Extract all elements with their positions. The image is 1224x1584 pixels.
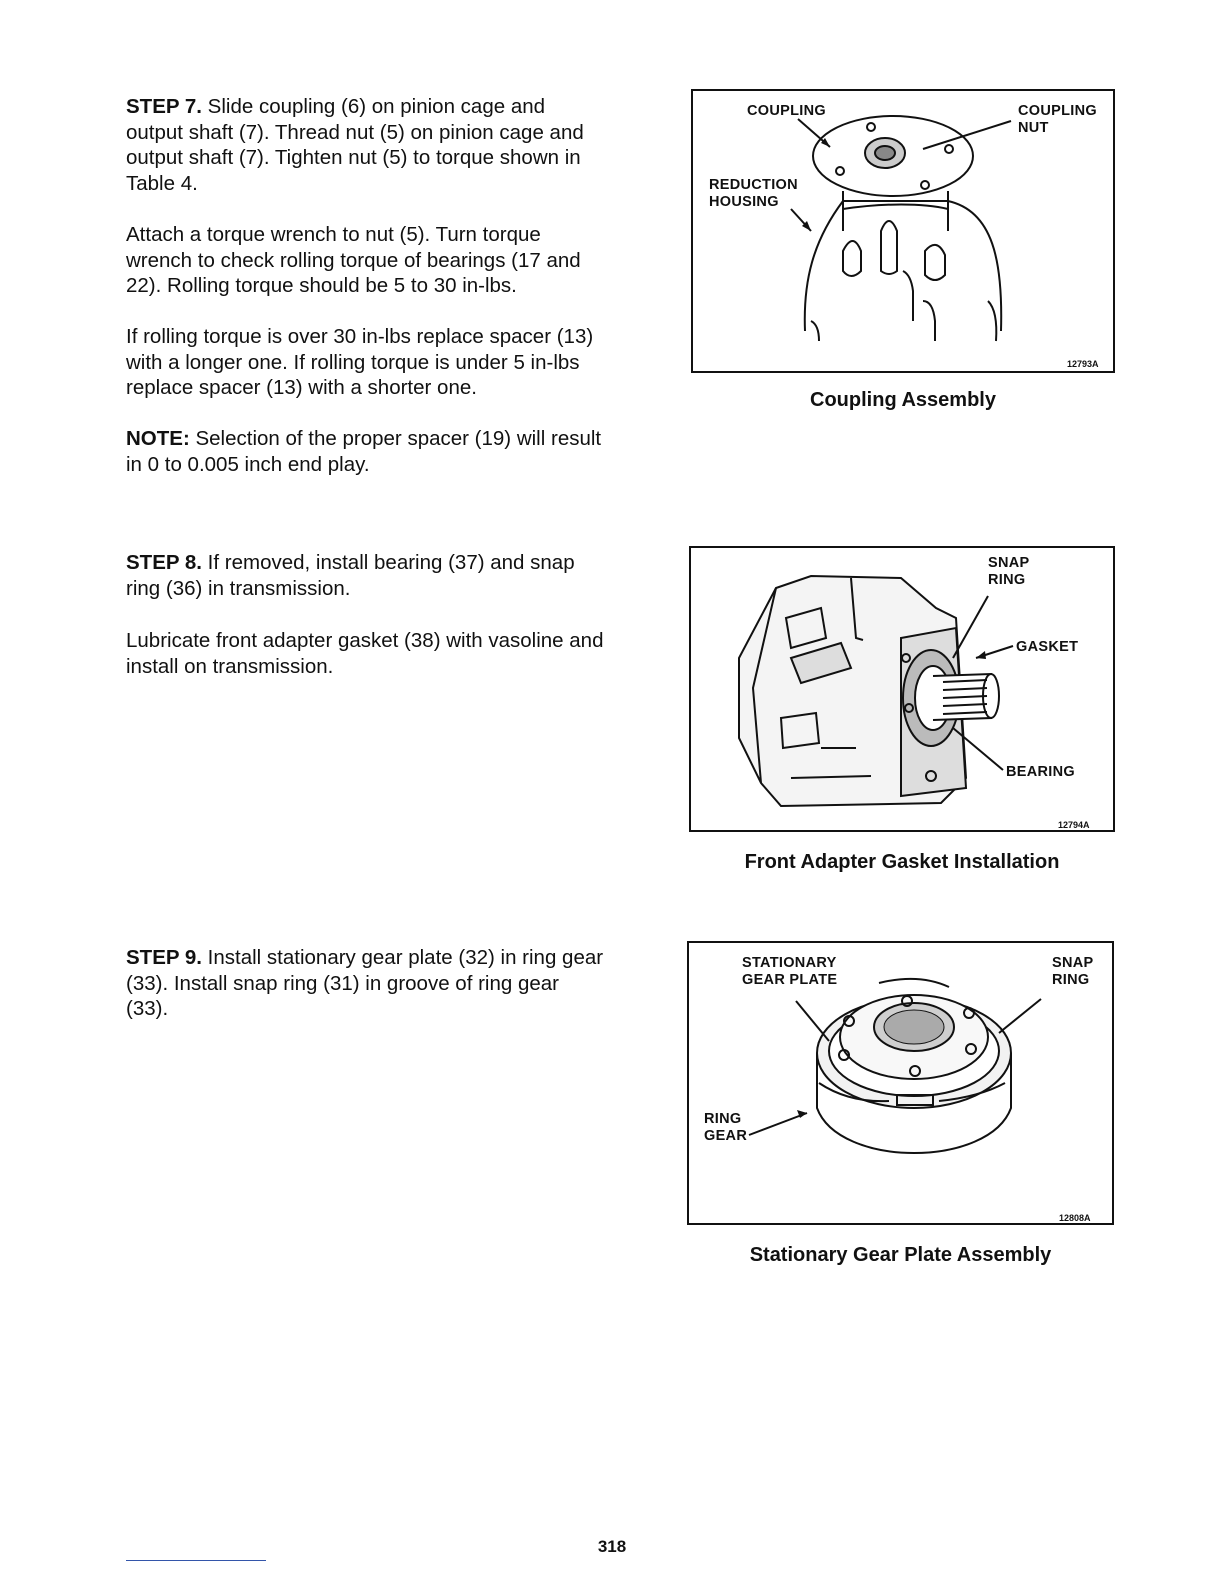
figure-number: 12794A — [1058, 820, 1090, 830]
step-8-paragraph — [126, 550, 604, 601]
step-7-spacer-paragraph: If rolling torque is over 30 in-lbs replace spacer (13) with a longer one. If rolling torque is under 5 in-lbs replace spacer (13) with a shorter one. — [126, 325, 594, 399]
coupling-label: COUPLING — [747, 103, 826, 119]
transmission-illustration — [691, 548, 1113, 830]
figure-number: 12793A — [1067, 359, 1099, 369]
step-9-label: STEP 9. — [126, 946, 202, 969]
footer-divider — [126, 1560, 266, 1561]
ring-gear-label: RING GEAR — [704, 1111, 748, 1144]
bearing-label: BEARING — [1006, 764, 1075, 780]
step-9-text: Install stationary gear plate (32) in ring gear (33). Install snap ring (31) in groove of ring gear (33). — [126, 946, 604, 1020]
step-7-text: Slide coupling (6) on pinion cage and output shaft (7). Thread nut (5) on pinion cage and output shaft (7). Tighten nut (5) to torque shown in Table 4. — [126, 95, 584, 195]
coupling-nut-label: COUPLING NUT — [1018, 103, 1097, 136]
gasket-label: GASKET — [1016, 639, 1079, 655]
stationary-gear-plate-figure — [687, 941, 1114, 1225]
step-8-text: If removed, install bearing (37) and snap ring (36) in transmission. — [126, 551, 575, 600]
step-7-label: STEP 7. — [126, 95, 202, 118]
reduction-housing-label: REDUCTION HOUSING — [709, 177, 798, 210]
snap-ring-label: SNAP RING — [1052, 955, 1094, 988]
step-9-paragraph — [126, 945, 604, 1022]
step-8-lubricate-paragraph: Lubricate front adapter gasket (38) with vasoline and install on transmission. — [126, 629, 604, 678]
page-number: 318 — [597, 1537, 627, 1556]
front-adapter-gasket-caption: Front Adapter Gasket Installation — [744, 851, 1060, 873]
stationary-gear-plate-caption: Stationary Gear Plate Assembly — [749, 1244, 1052, 1266]
step-8-label: STEP 8. — [126, 551, 202, 574]
figure-number: 12808A — [1059, 1213, 1091, 1223]
snap-ring-label: SNAP RING — [988, 555, 1030, 588]
note-text: Selection of the proper spacer (19) will result in 0 to 0.005 inch end play. — [126, 427, 602, 476]
step-7-paragraph — [126, 94, 604, 196]
coupling-assembly-caption: Coupling Assembly — [810, 389, 996, 411]
gasket-arrow — [976, 651, 986, 659]
note-label: NOTE: — [126, 427, 190, 450]
step-7-note — [126, 426, 604, 477]
coupling-assembly-figure — [691, 89, 1115, 373]
step-7-torque-paragraph: Attach a torque wrench to nut (5). Turn torque wrench to check rolling torque of bearings (17 and 22). Rolling torque should be 5 to 30 in-lbs. — [126, 223, 581, 297]
stationary-gear-plate-label: STATIONARY GEAR PLATE — [742, 955, 838, 988]
front-adapter-gasket-figure — [689, 546, 1115, 832]
